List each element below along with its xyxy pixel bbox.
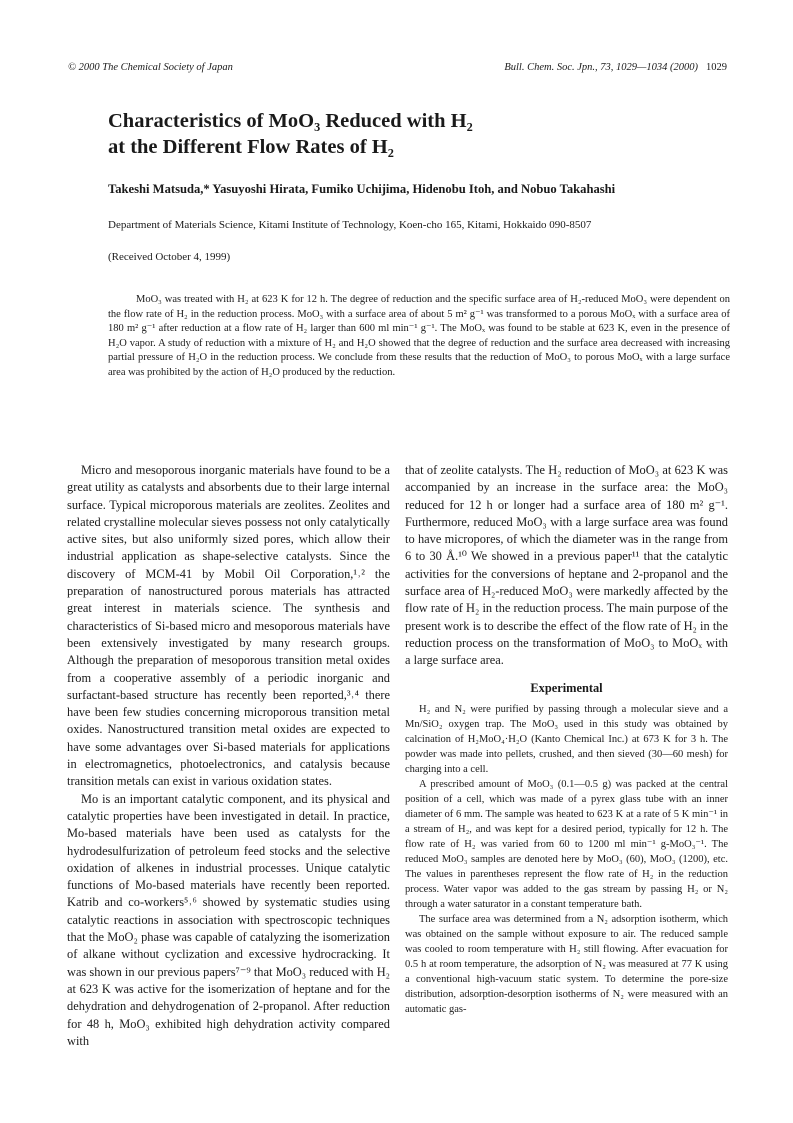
author-list: Takeshi Matsuda,* Yasuyoshi Hirata, Fumiko Uchijima, Hidenobu Itoh, and Nobuo Takahashi [108, 182, 616, 196]
running-header-copyright: © 2000 The Chemical Society of Japan [68, 62, 233, 73]
affiliation: Department of Materials Science, Kitami Institute of Technology, Koen-cho 165, Kitami, Hokkaido 090-8507 [108, 219, 592, 231]
title-line-2: at the Different Flow Rates of H₂ [108, 136, 394, 158]
left-column [67, 462, 390, 1050]
abstract: MoO₃ was treated with H₂ at 623 K for 12 h. The degree of reduction and the specific surface area of H₂-reduced MoO₃ were dependent on the flow rate of H₂ in the reduction process. MoO₃ with a surface area of about 5 m² g⁻¹ was transformed to a porous MoOₓ with a surface area of 180 m² g⁻¹ after reduction at a flow rate of H₂ larger than 600 ml min⁻¹ g⁻¹. The MoOₓ was found to be stable at 623 K, even in the presence of H₂O vapor. A study of reduction with a mixture of H₂ and H₂O showed that the degree of reduction and the surface area decreased with increasing partial pressure of H₂O in the reduction process. We conclude from these results that the reduction of MoO₃ to porous MoOₓ with a large surface area was prohibited by the action of H₂O produced by the reduction. [108, 294, 730, 378]
page-number: 1029 [706, 62, 727, 73]
section-heading-experimental: Experimental [530, 680, 603, 695]
intro-paragraph-3: that of zeolite catalysts. The H₂ reduction of MoO₃ at 623 K was accompanied by an increase in the surface area: the MoO₃ reduced for 12 h or longer had a surface area of 180 m² g⁻¹. Furthermore, reduced MoO₃ with a large surface area was found to have micropores, of which the diameter was in the range from 6 to 30 Å.¹⁰ We showed in a previous paper¹¹ that the catalytic activities for the conversions of heptane and 2-propanol and the surface area of H₂-reduced MoO₃ were markedly affected by the flow rate of H₂ in the reduction process. The main purpose of the present work is to describe the effect of the flow rate of H₂ in the reduction process on the transformation of MoO₃ to MoOₓ with a large surface area. [405, 463, 728, 668]
experimental-paragraph-3: The surface area was determined from a N₂ adsorption isotherm, which was obtained on the sample without exposure to air. The reduced sample was cooled to room temperature with H₂ still flowing. After evacuation for 0.5 h at room temperature, the adsorption of N₂ was measured at 77 K using a conventional high-vacuum static system. To determine the pore-size distribution, adsorption-desorption isotherms of N₂ were measured with an automatic gas- [405, 913, 728, 1015]
experimental-paragraph-1: H₂ and N₂ were purified by passing through a molecular sieve and a Mn/SiO₂ oxygen trap. The MoO₃ used in this study was obtained by calcination of H₂MoO₄·H₂O (Kanto Chemical Inc.) at 673 K for 3 h. The powder was made into pellets, crushed, and then sieved (30—60 mesh) for charging into a cell. [405, 703, 728, 775]
experimental-paragraph-2: A prescribed amount of MoO₃ (0.1—0.5 g) was packed at the central position of a cell, which was made of a pyrex glass tube with an inner diameter of 6 mm. The sample was heated to 623 K at a rate of 5 K min⁻¹ in a stream of H₂, and was kept for a desired period, typically for 12 h. The flow rate of H₂ was varied from 60 to 1200 ml min⁻¹ g-MoO₃⁻¹. The reduced MoO₃ samples are denoted here by MoO₃ (60), MoO₃ (1200), etc. The values in parentheses represent the flow rate of H₂ in the reduction process. Water vapor was added to the gas stream by passing H₂ or N₂ through a water saturator in a constant temperature bath. [405, 778, 728, 910]
received-date: (Received October 4, 1999) [108, 251, 231, 263]
article-title [108, 108, 708, 160]
journal-citation: Bull. Chem. Soc. Jpn., 73, 1029—1034 (2000) [504, 62, 698, 73]
right-column [405, 462, 728, 1017]
running-header-journal [504, 62, 727, 73]
experimental-text [405, 702, 728, 1017]
intro-paragraph-1: Micro and mesoporous inorganic materials have found to be a great utility as catalysts and absorbents due to their large internal surface. Typical microporous materials are zeolites. Zeolites and related crystalline molecular sieves possess not only catalytically active sites, but also uniformly sized pores, which allow their industrial application as shape-selective catalysts. Since the discovery of MCM-41 by Mobil Oil Corporation,¹˒² the preparation of nanostructured porous materials has attracted great interest in materials science. The synthesis and characteristics of Si-based micro and mesoporous materials have been extensively investigated by many research groups. Although the preparation of mesoporous transition metal oxides from a cooperative assembly of a periodic inorganic and surfactant-based structure has recently been reported,³˒⁴ there have been few studies concerning microporous transition metal oxides. Nanostructured transition metal oxides are expected to have some advantages over Si-based materials for applications in electromagnetics, photoelectronics, and catalysis because transition metals can exist in various oxidation states. [67, 463, 390, 789]
intro-paragraph-2: Mo is an important catalytic component, and its physical and catalytic properties have been investigated in detail. In practice, Mo-based materials have been used as catalysts for the hydrodesulfurization of petroleum feed stocks and the selective oxidation of alkenes in industrial processes. Unique catalytic functions of Mo-based materials have recently been reported. Katrib and co-workers⁵˒⁶ showed by systematic studies using catalytic reactions in association with spectroscopic techniques that the MoO₂ phase was capable of catalyzing the isomerization of alkane without cyclization and excessive hydrocracking. It was shown in our previous papers⁷⁻⁹ that MoO₃ reduced with H₂ at 623 K was active for the isomerization of heptane and for the dehydration and dehydrogenation of 2-propanol. After reduction for 48 h, MoO₃ exhibited high dehydration activity compared with [67, 791, 390, 1048]
title-line-1: Characteristics of MoO₃ Reduced with H₂ [108, 110, 473, 132]
